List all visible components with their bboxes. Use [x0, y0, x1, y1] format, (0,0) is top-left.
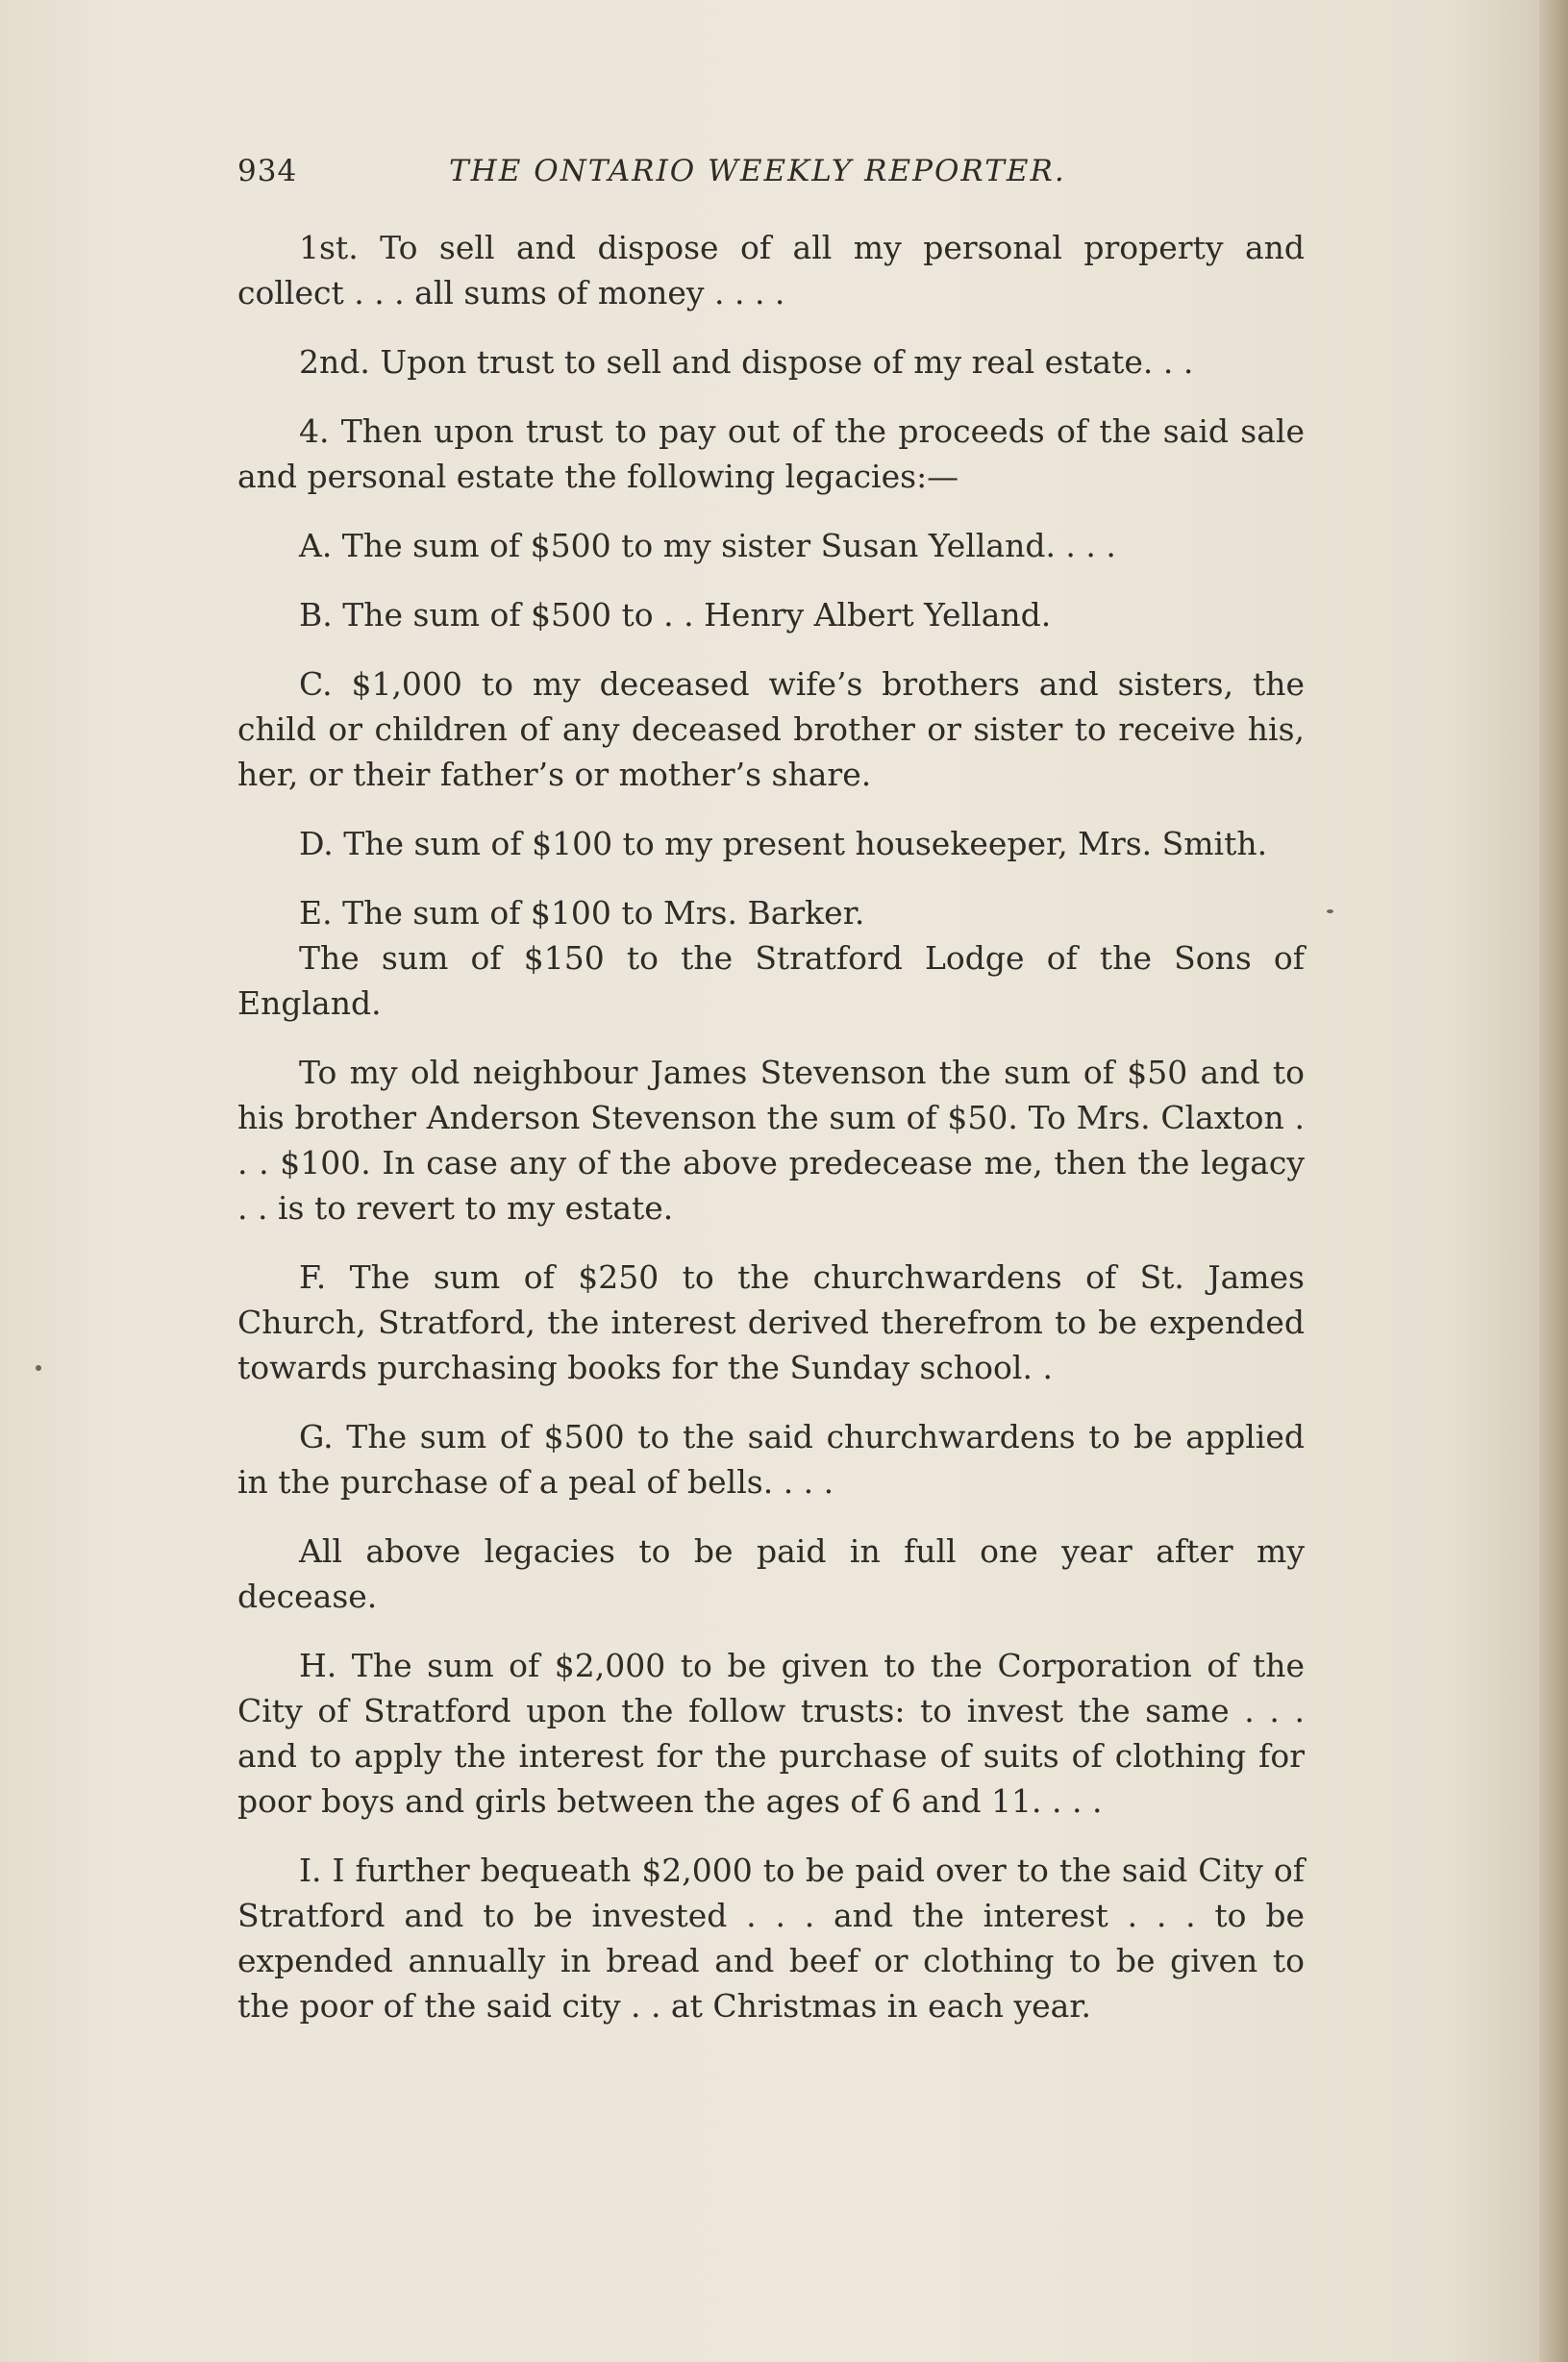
paragraph-legacies-paid: All above legacies to be paid in full one year after my decease. — [237, 1532, 1305, 1615]
paragraph-d: D. The sum of $100 to my present housekeeper, Mrs. Smith. — [299, 825, 1268, 862]
running-title: THE ONTARIO WEEKLY REPORTER. — [449, 154, 1066, 188]
paragraph-c: C. $1,000 to my deceased wife’s brothers and sisters, the child or children of any deceased brother or sister to receive his, her, or their father’s or mother’s share. — [237, 665, 1305, 793]
paragraph-g: G. The sum of $500 to the said churchwardens to be applied in the purchase of a peal of bells. . . . — [237, 1418, 1305, 1501]
paragraph-1st: 1st. To sell and dispose of all my personal property and collect . . . all sums of money . . . . — [237, 229, 1305, 311]
paragraph-f: F. The sum of $250 to the churchwardens of St. James Church, Stratford, the interest derived therefrom to be expended towards purchasing books for the Sunday school. . — [237, 1258, 1305, 1386]
paragraph-i: I. I further bequeath $2,000 to be paid over to the said City of Stratford and to be invested . . . and the interest . . . to be expended annually in bread and beef or clothing to be given to the poor of the said city . . at Christmas in each year. — [237, 1852, 1305, 2025]
paper-speck — [1327, 909, 1333, 913]
paragraph-b: B. The sum of $500 to . . Henry Albert Yelland. — [299, 596, 1052, 634]
page-body — [237, 225, 1305, 2052]
book-spine-edge — [1539, 0, 1568, 2362]
paragraph-e: E. The sum of $100 to Mrs. Barker. — [299, 894, 865, 932]
paragraph-stevenson: To my old neighbour James Stevenson the sum of $50 and to his brother Anderson Stevenson the sum of $50. To Mrs. Claxton . . . $100. In case any of the above predecease me, then the legacy . . is to revert to my estate. — [237, 1054, 1305, 1227]
paragraph-sons-of-england: The sum of $150 to the Stratford Lodge of the Sons of England. — [237, 939, 1305, 1022]
paragraph-4: 4. Then upon trust to pay out of the proceeds of the said sale and personal estate the following legacies:— — [237, 412, 1305, 495]
paragraph-h: H. The sum of $2,000 to be given to the Corporation of the City of Stratford upon the follow trusts: to invest the same . . . and to apply the interest for the purchase of suits of clothing for poor boys and girls between the ages of 6 and 11. . . . — [237, 1647, 1305, 1820]
paragraph-2nd: 2nd. Upon trust to sell and dispose of my real estate. . . — [299, 343, 1194, 381]
page-header — [237, 154, 1305, 196]
paper-speck — [36, 1365, 41, 1371]
paragraph-a: A. The sum of $500 to my sister Susan Yelland. . . . — [299, 527, 1116, 564]
page-number: 934 — [237, 154, 298, 188]
